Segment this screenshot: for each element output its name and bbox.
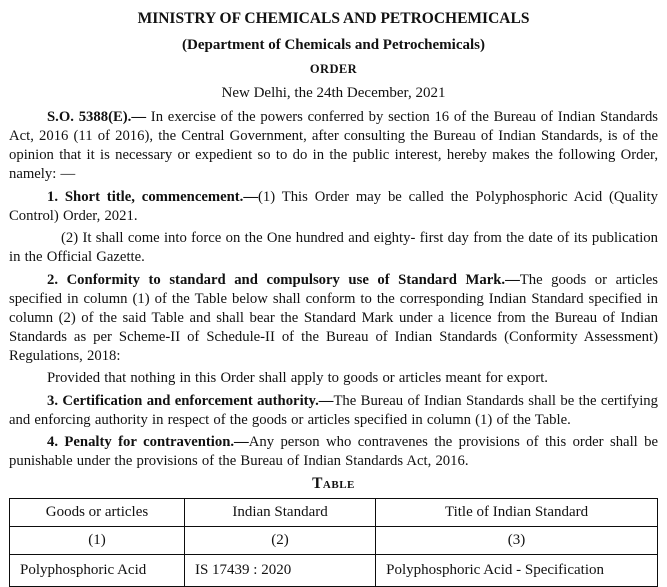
table-colnum-3: (3) — [376, 526, 658, 554]
para-so-5388 — [9, 108, 658, 184]
table-caption: Table — [312, 474, 355, 492]
cell-indian-standard: IS 17439 : 2020 — [184, 554, 375, 586]
para-conformity-standard — [9, 271, 658, 366]
table-header-goods: Goods or articles — [10, 498, 185, 526]
para-text: Any person who contravenes the provisions of this order shall be punishable under the provisions of the Bureau of Indian Standards Act, 2016. — [9, 434, 659, 469]
para-lead: S.O. 5388(E).— — [47, 109, 147, 125]
table-header-row — [10, 498, 658, 526]
para-text: The goods or articles specified in column (1) of the Table below shall conform to the corresponding Indian Standard specified in column (2) of the said Table and shall bear the Standard Mark under a licence from the Bureau of Indian Standards as per Scheme-II of Schedule-II of the Bureau of Indian Standards (Conformity Assessment) Regulations, 2018: — [9, 271, 658, 364]
standards-table — [9, 498, 658, 587]
para-lead: 1. Short title, commencement.— — [47, 188, 259, 205]
table-header-title: Title of Indian Standard — [376, 498, 658, 526]
table-header-indian-standard: Indian Standard — [184, 498, 375, 526]
cell-title: Polyphosphoric Acid - Specification — [376, 554, 658, 586]
table-colnum-2: (2) — [184, 526, 375, 554]
order-heading: ORDER — [309, 62, 358, 76]
table-row — [10, 554, 658, 586]
para-text: Provided that nothing in this Order shall apply to goods or articles meant for export. — [47, 370, 548, 386]
document-header — [9, 10, 658, 102]
table-colnum-1: (1) — [10, 526, 185, 554]
department-subtitle: (Department of Chemicals and Petrochemicals) — [182, 37, 485, 53]
para-text: The Bureau of Indian Standards shall be the certifying and enforcing authority in respect of the goods or articles specified in column (1) of the Table. — [9, 392, 658, 428]
para-certification-authority — [9, 392, 658, 430]
para-lead: 2. Conformity to standard and compulsory use of Standard Mark.— — [47, 271, 520, 288]
para-lead: 3. Certification and enforcement authority.— — [47, 392, 334, 409]
para-text: (2) It shall come into force on the One hundred and eighty- first day from the date of its publication in the Official Gazette. — [9, 230, 658, 265]
para-short-title — [9, 188, 658, 226]
para-text: (1) This Order may be called the Polyphosphoric Acid (Quality Control) Order, 2021. — [9, 188, 658, 224]
para-penalty — [9, 433, 658, 471]
table-column-number-row — [10, 526, 658, 554]
dateline: New Delhi, the 24th December, 2021 — [221, 85, 446, 101]
ministry-title: MINISTRY OF CHEMICALS AND PETROCHEMICALS — [137, 10, 530, 27]
cell-goods: Polyphosphoric Acid — [10, 554, 185, 586]
para-text: In exercise of the powers conferred by section 16 of the Bureau of Indian Standards Act, 2016 (11 of 2016), the Central Government, after consulting the Bureau of Indian Standards, is of the opinion that it is necessary or expedient so to do in the public interest, hereby makes the following Order, namely: — — [9, 109, 659, 182]
para-commencement-date — [9, 229, 658, 267]
para-lead: 4. Penalty for contravention.— — [47, 434, 249, 450]
para-proviso-export — [9, 369, 658, 388]
